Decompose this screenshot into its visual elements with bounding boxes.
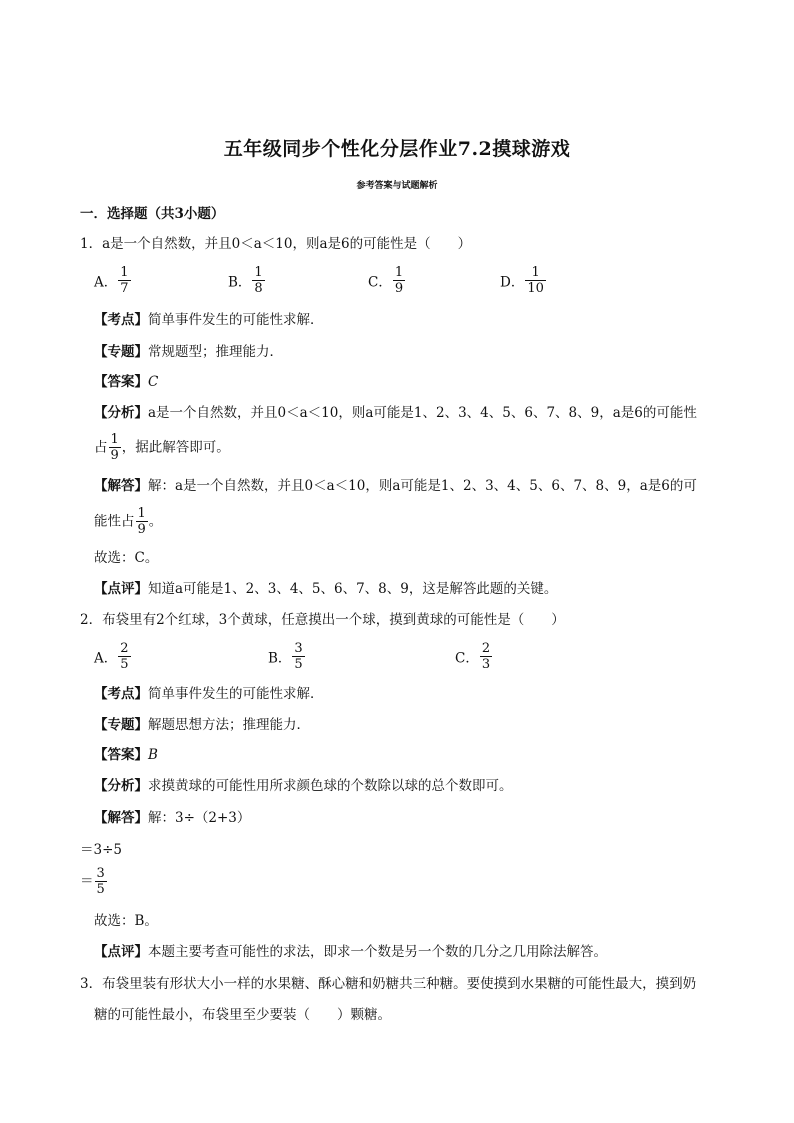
q2-step-2: ＝ $\frac{3}{5}$	[80, 866, 105, 897]
option-label: C．	[368, 274, 392, 291]
option-label: C．	[455, 650, 479, 667]
step-fraction: $\frac{3}{5}$	[96, 866, 105, 897]
q1-solution-cont: 能性占 $\frac{1}{9}$ 。	[94, 506, 163, 537]
q1-kaodian: 【考点】简单事件发生的可能性求解．	[94, 312, 324, 328]
comment-tag: 【点评】	[94, 944, 148, 960]
q2-option-a	[94, 641, 132, 672]
answer-tag: 【答案】	[94, 374, 148, 390]
q1-option-b	[228, 265, 266, 296]
q2-option-b	[268, 641, 306, 672]
option-label: B．	[268, 650, 292, 667]
q2-answer: 【答案】B	[94, 747, 158, 763]
q2-choice: 故选：B。	[94, 913, 158, 929]
q1-option-d	[500, 265, 547, 296]
q1-zhuanti: 【专题】常规题型；推理能力．	[94, 344, 283, 360]
analysis-fraction: $\frac{1}{9}$	[110, 432, 119, 463]
q2-zhuanti: 【专题】解题思想方法；推理能力．	[94, 717, 310, 733]
comment-tag: 【点评】	[94, 581, 148, 597]
q1-choice: 故选：C。	[94, 550, 159, 566]
q1-option-c	[368, 265, 406, 296]
question-3-stem: 3．布袋里装有形状大小一样的水果糖、酥心糖和奶糖共三种糖。要使摸到水果糖的可能性最大，摸到奶	[80, 976, 697, 992]
option-fraction: $\frac{2}{5}$	[120, 641, 129, 672]
q2-solution: 【解答】解：3÷（2+3）	[94, 810, 251, 826]
analysis-tag: 【分析】	[94, 405, 148, 421]
kaodian-tag: 【考点】	[94, 686, 148, 702]
option-fraction: $\frac{1}{8}$	[254, 265, 263, 296]
question-3-stem-cont: 糖的可能性最小，布袋里至少要装（ ）颗糖。	[94, 1007, 391, 1023]
option-fraction: $\frac{1}{7}$	[120, 265, 129, 296]
question-2-stem: 2．布袋里有2个红球，3个黄球，任意摸出一个球，摸到黄球的可能性是（ ）	[80, 612, 565, 628]
q1-answer: 【答案】C	[94, 374, 159, 390]
document-title: 五年级同步个性化分层作业7.2摸球游戏	[223, 138, 571, 160]
option-fraction: $\frac{1}{9}$	[394, 265, 404, 296]
zhuanti-tag: 【专题】	[94, 344, 148, 360]
option-label: B．	[228, 274, 252, 291]
question-1-stem: 1．a是一个自然数，并且0＜a＜10，则a是6的可能性是（ ）	[80, 236, 472, 252]
q1-analysis: 【分析】a是一个自然数，并且0＜a＜10，则a可能是1、2、3、4、5、6、7、8、9，a是6的可能性	[94, 405, 697, 421]
option-fraction: $\frac{3}{5}$	[294, 641, 303, 672]
q1-option-a	[94, 265, 132, 296]
q2-kaodian: 【考点】简单事件发生的可能性求解．	[94, 686, 324, 702]
option-label: A．	[94, 650, 118, 667]
q2-comment: 【点评】本题主要考查可能性的求法，即求一个数是另一个数的几分之几用除法解答。	[94, 944, 607, 960]
q2-analysis: 【分析】求摸黄球的可能性用所求颜色球的个数除以球的总个数即可。	[94, 778, 513, 794]
section-heading: 一．选择题（共3小题）	[80, 206, 225, 222]
q1-solution: 【解答】解：a是一个自然数，并且0＜a＜10，则a可能是1、2、3、4、5、6、7、8、9，a是6的可	[94, 478, 697, 494]
q1-analysis-cont: 占 $\frac{1}{9}$ ，据此解答即可。	[94, 432, 230, 463]
solution-fraction: $\frac{1}{9}$	[137, 506, 146, 537]
q1-comment: 【点评】知道a可能是1、2、3、4、5、6、7、8、9，这是解答此题的关键。	[94, 581, 558, 597]
q2-step-1: ＝3÷5	[80, 842, 122, 858]
q2-option-c	[455, 641, 493, 672]
zhuanti-tag: 【专题】	[94, 717, 148, 733]
option-fraction: $\frac{2}{3}$	[481, 641, 491, 672]
document-subtitle: 参考答案与试题解析	[356, 181, 438, 191]
solution-tag: 【解答】	[94, 478, 148, 494]
answer-tag: 【答案】	[94, 747, 148, 763]
kaodian-tag: 【考点】	[94, 312, 148, 328]
analysis-tag: 【分析】	[94, 778, 148, 794]
option-label: D．	[500, 274, 525, 291]
option-label: A．	[94, 274, 118, 291]
solution-tag: 【解答】	[94, 810, 148, 826]
option-fraction: $\frac{1}{10}$	[527, 265, 544, 296]
